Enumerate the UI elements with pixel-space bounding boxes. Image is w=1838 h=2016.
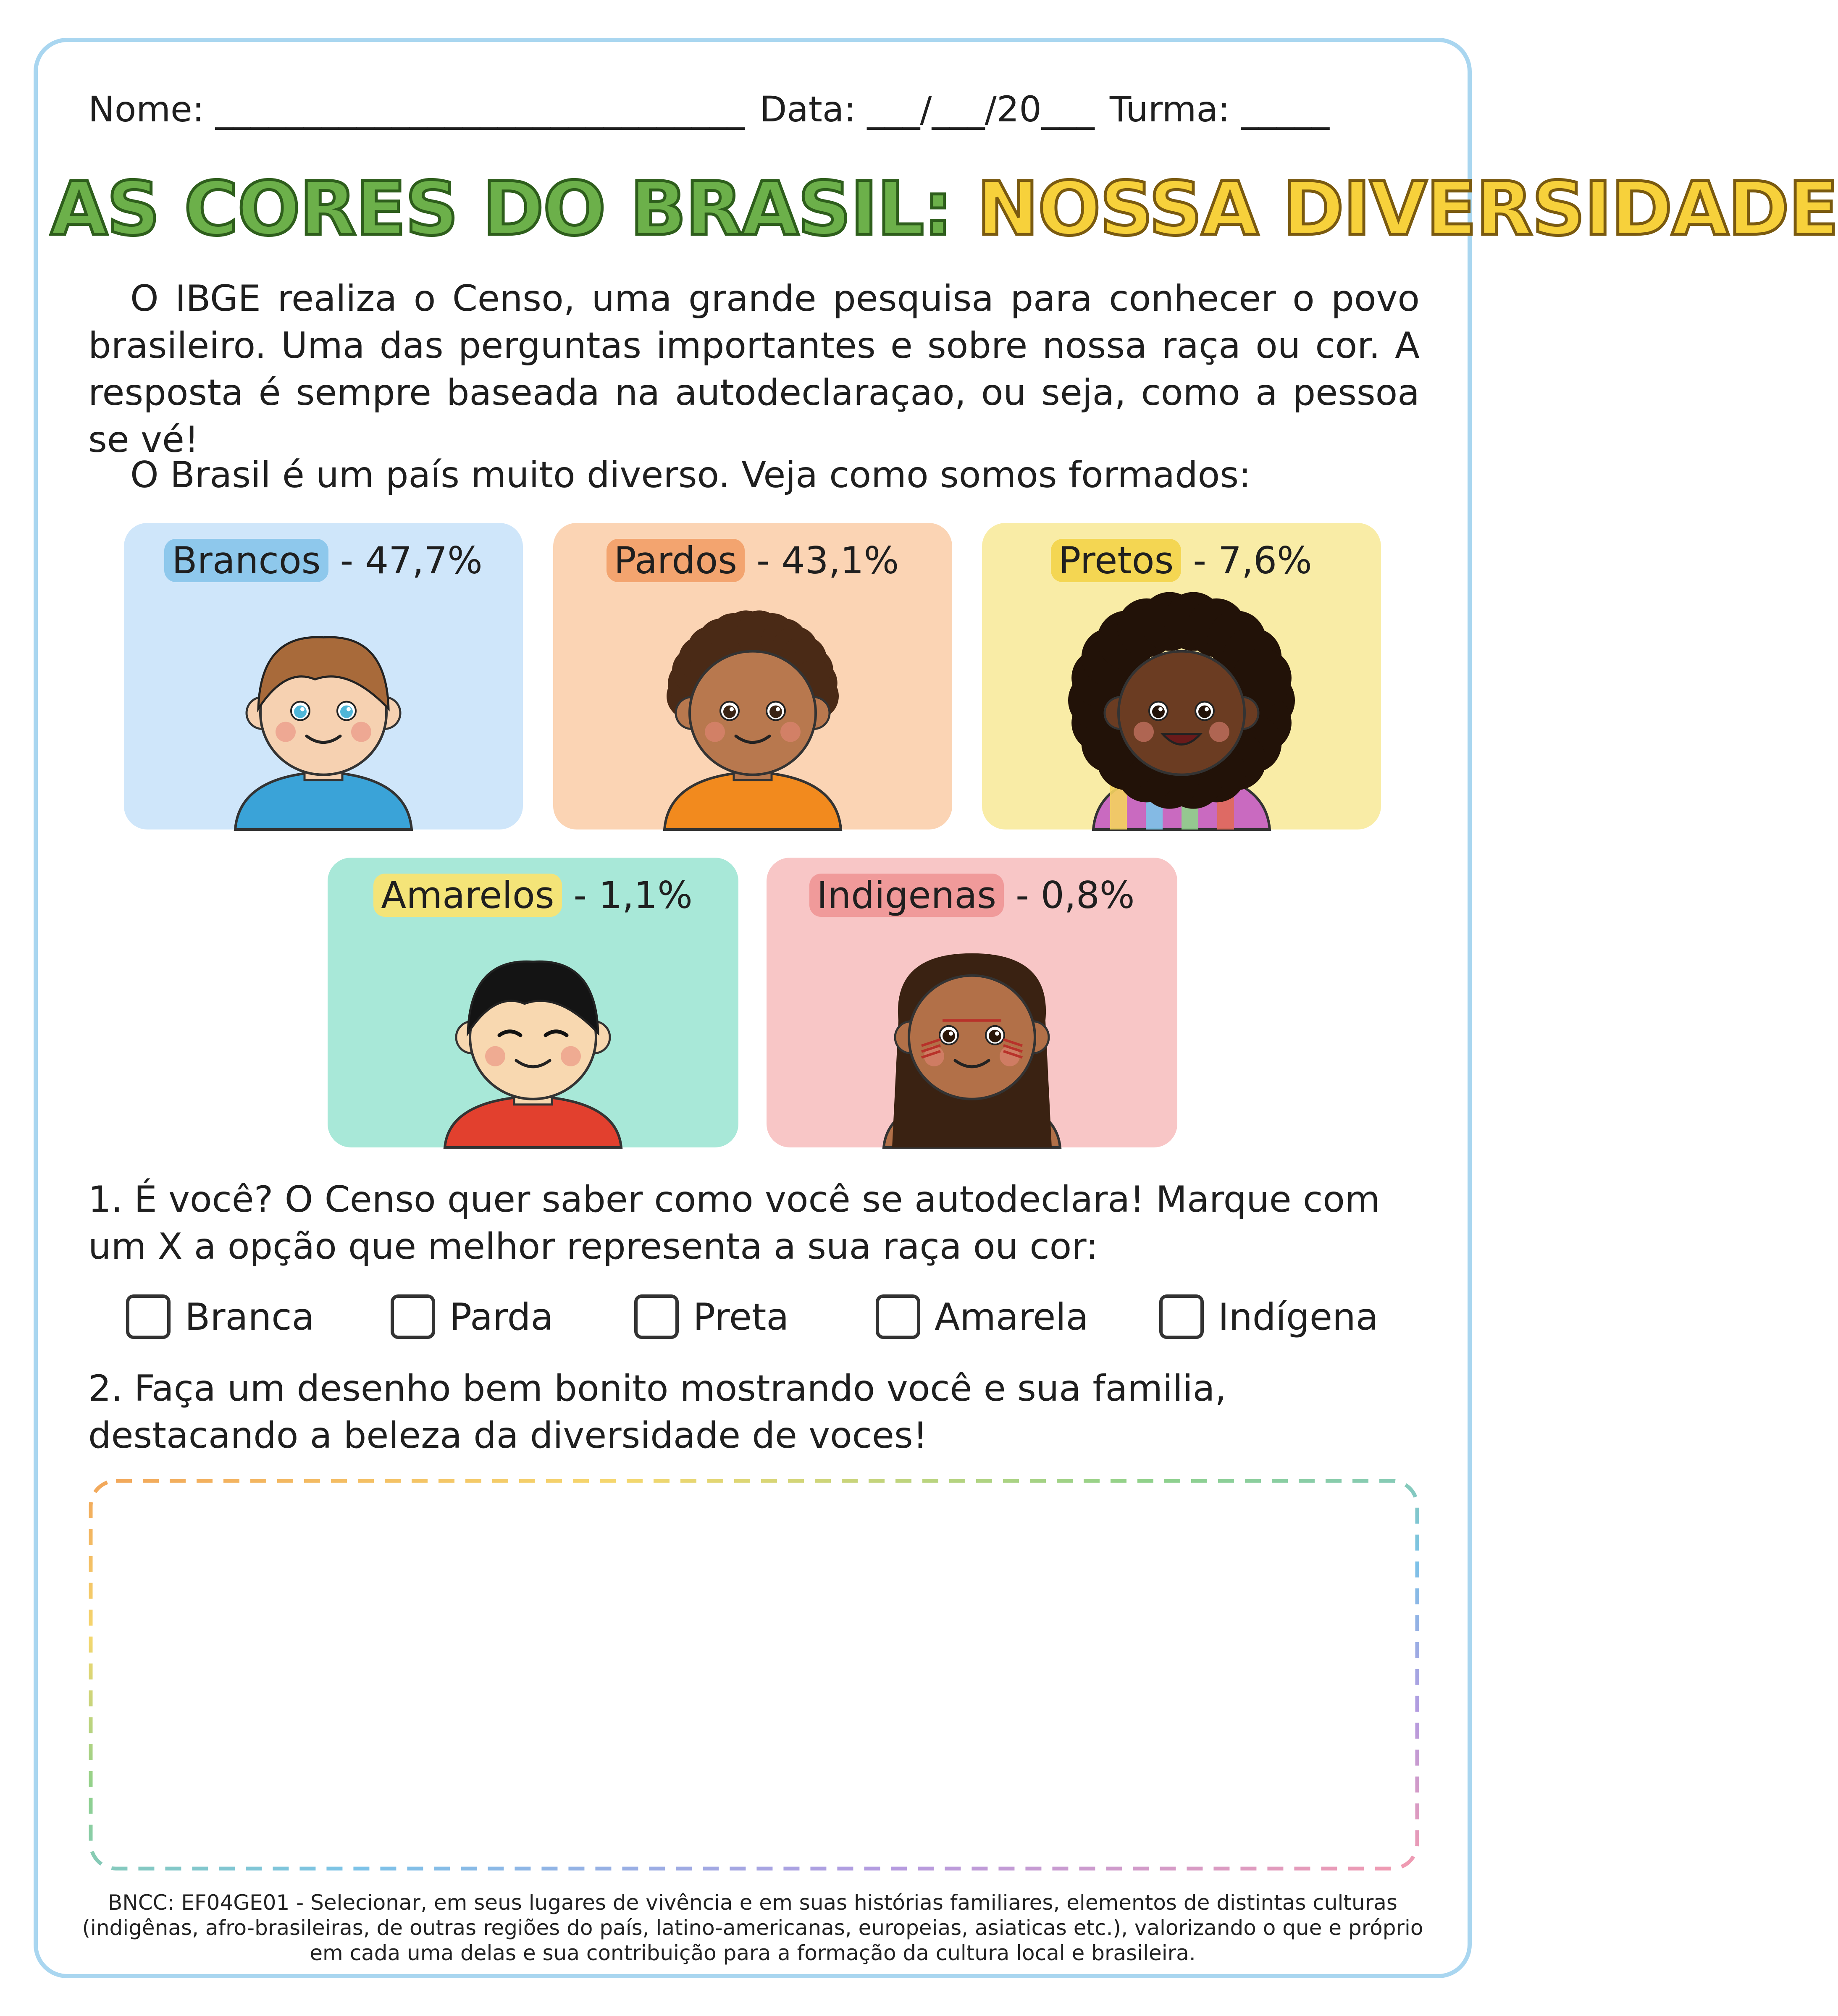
checkbox[interactable]: [876, 1294, 920, 1339]
question-2: 2. Faça um desenho bem bonito mostrando você e sua familia, destacando a beleza da diversidade de voces!: [88, 1368, 1226, 1457]
intro-paragraph: O IBGE realiza o Censo, uma grande pesquisa para conhecer o povo brasileiro. Uma das perguntas importantes e sobre nossa raça ou cor. A resposta é sempre baseada na autodeclaraçao, ou seja, como a pessoa se vé!: [88, 278, 1420, 461]
option-amarela[interactable]: [876, 1287, 1089, 1346]
checkbox[interactable]: [634, 1294, 679, 1339]
group-card-indigenas: [767, 858, 1177, 1147]
checkbox[interactable]: [391, 1294, 435, 1339]
group-percent: - 43,1%: [756, 539, 899, 582]
group-name: Indigenas: [809, 874, 1004, 917]
name-field[interactable]: Nome: ______________________________: [88, 89, 745, 130]
page-title: [50, 166, 1838, 262]
answer-options: [126, 1287, 1424, 1346]
group-card-pretos: [982, 523, 1381, 830]
child-illustration-icon: [553, 523, 952, 830]
option-label: Preta: [693, 1295, 789, 1339]
option-label: Amarela: [935, 1295, 1089, 1339]
option-label: Parda: [449, 1295, 554, 1339]
child-illustration-icon: [982, 523, 1381, 830]
child-illustration-icon: [124, 523, 523, 830]
option-branca[interactable]: [126, 1287, 315, 1346]
title-part-yellow: NOSSA DIVERSIDADE: [977, 166, 1838, 252]
lead-paragraph: O Brasil é um país muito diverso. Veja como somos formados:: [130, 454, 1251, 496]
header-fields: [88, 82, 1424, 136]
group-card-amarelos: [328, 858, 738, 1147]
class-field[interactable]: Turma: _____: [1109, 89, 1329, 130]
checkbox[interactable]: [126, 1294, 171, 1339]
group-percent: - 7,6%: [1193, 539, 1312, 582]
option-label: Indígena: [1218, 1295, 1378, 1339]
group-percent: - 47,7%: [340, 539, 483, 582]
group-percent: - 1,1%: [573, 874, 693, 917]
group-name: Pardos: [607, 539, 745, 582]
option-label: Branca: [185, 1295, 315, 1339]
group-card-pardos: [553, 523, 952, 830]
drawing-area[interactable]: [88, 1478, 1420, 1871]
option-indigena[interactable]: [1159, 1287, 1378, 1346]
group-name: Brancos: [164, 539, 328, 582]
child-illustration-icon: [328, 858, 738, 1147]
group-card-brancos: [124, 523, 523, 830]
question-1: 1. É você? O Censo quer saber como você se autodeclara! Marque com um X a opção que melhor representa a sua raça ou cor:: [88, 1179, 1380, 1268]
group-name: Amarelos: [373, 874, 562, 917]
group-name: Pretos: [1051, 539, 1181, 582]
title-part-green: AS CORES DO BRASIL:: [50, 166, 952, 252]
option-preta[interactable]: [634, 1287, 789, 1346]
date-field[interactable]: Data: ___/___/20___: [759, 89, 1095, 130]
checkbox[interactable]: [1159, 1294, 1204, 1339]
bncc-footer: BNCC: EF04GE01 - Selecionar, em seus lugares de vivência e em suas histórias familiares, elementos de distintas culturas (indigênas, afro-brasileiras, de outras regiões do país, latino-americanas, europeias, asiaticas etc.), valorizando o que e próprio em cada uma delas e sua contribuição para a formação da cultura local e brasileira.: [82, 1890, 1423, 1965]
child-illustration-icon: [767, 858, 1177, 1147]
group-percent: - 0,8%: [1016, 874, 1135, 917]
option-parda[interactable]: [391, 1287, 553, 1346]
